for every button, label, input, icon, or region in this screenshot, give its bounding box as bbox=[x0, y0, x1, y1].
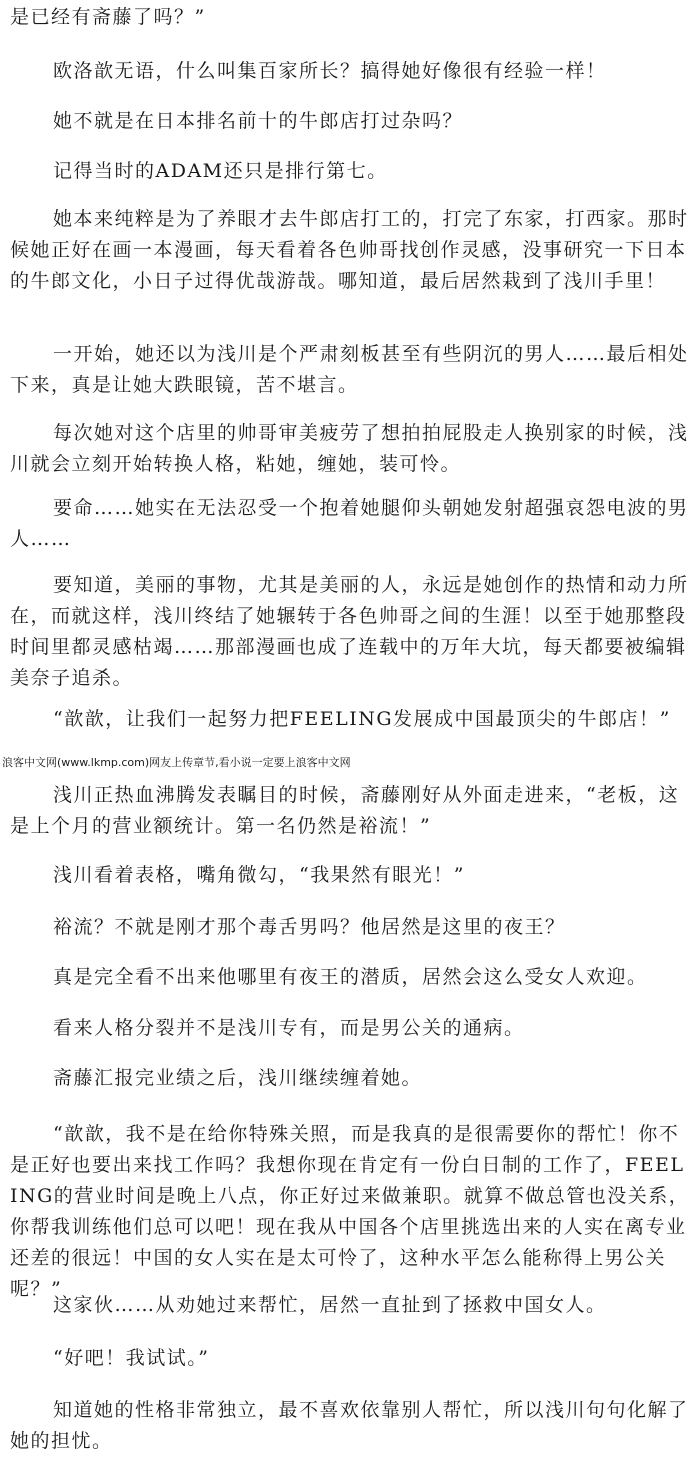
paragraph-12: 浅川看着表格，嘴角微勾，“我果然有眼光！” bbox=[53, 864, 465, 886]
paragraph-4: 记得当时的ADAM还只是排行第七。 bbox=[53, 160, 388, 182]
paragraph-18: 这家伙……从劝她过来帮忙，居然一直扯到了拯救中国女人。 bbox=[53, 1294, 607, 1316]
paragraph-14: 真是完全看不出来他哪里有夜王的潜质，居然会这么受女人欢迎。 bbox=[53, 966, 648, 988]
paragraph-7: 每次她对这个店里的帅哥审美疲劳了想拍拍屁股走人换别家的时候，浅川就会立刻开始转换人格，粘她，缠她，装可怜。 bbox=[10, 422, 689, 475]
site-watermark: 浪客中文网(www.lkmp.com)网友上传章节,看小说一定要上浪客中文网 bbox=[2, 756, 351, 769]
paragraph-17: “歆歆，我不是在给你特殊关照，而是我真的是很需要你的帮忙！你不是正好也要出来找工作吗？我想你现在肯定有一份白日制的工作了，FEELING的营业时间是晚上八点，你正好过来做兼职。就算不做总管也没关系，你帮我训练他们总可以吧！现在我从中国各个店里挑选出来的人实在离专业还差的很远！中国的女人实在是太可怜了，这种水平怎么能称得上男公关呢？” bbox=[10, 1123, 690, 1300]
paragraph-8: 要命……她实在无法忍受一个抱着她腿仰头朝她发射超强哀怨电波的男人…… bbox=[10, 497, 689, 550]
paragraph-13: 裕流？不就是刚才那个毒舌男吗？他居然是这里的夜王？ bbox=[53, 916, 566, 938]
paragraph-16: 斋藤汇报完业绩之后，浅川继续缠着她。 bbox=[53, 1067, 423, 1089]
paragraph-19: “好吧！我试试。” bbox=[53, 1347, 210, 1369]
paragraph-10: “歆歆，让我们一起努力把FEELING发展成中国最顶尖的牛郎店！” bbox=[53, 708, 671, 730]
paragraph-11: 浅川正热血沸腾发表瞩目的时候，斋藤刚好从外面走进来，“老板，这是上个月的营业额统计。第一名仍然是裕流！” bbox=[10, 784, 680, 837]
paragraph-15: 看来人格分裂并不是浅川专有，而是男公关的通病。 bbox=[53, 1017, 525, 1039]
paragraph-9: 要知道，美丽的事物，尤其是美丽的人，永远是她创作的热情和动力所在，而就这样，浅川终结了她辗转于各色帅哥之间的生涯！以至于她那整段时间里都灵感枯竭……那部漫画也成了连载中的万年大坑，每天都要被编辑美奈子追杀。 bbox=[10, 574, 689, 689]
paragraph-6: 一开始，她还以为浅川是个严肃刻板甚至有些阴沉的男人……最后相处下来，真是让她大跌眼镜，苦不堪言。 bbox=[10, 343, 689, 396]
paragraph-20: 知道她的性格非常独立，最不喜欢依靠别人帮忙，所以浅川句句化解了她的担忧。 bbox=[10, 1399, 689, 1452]
paragraph-3: 她不就是在日本排名前十的牛郎店打过杂吗？ bbox=[53, 110, 464, 132]
paragraph-5: 她本来纯粹是为了养眼才去牛郎店打工的，打完了东家，打西家。那时候她正好在画一本漫画，每天看着各色帅哥找创作灵感，没事研究一下日本的牛郎文化，小日子过得优哉游哉。哪知道，最后居然栽到了浅川手里！ bbox=[10, 208, 689, 292]
paragraph-1: 是已经有斋藤了吗？” bbox=[10, 6, 206, 28]
paragraph-2: 欧洛歆无语，什么叫集百家所长？搞得她好像很有经验一样！ bbox=[53, 60, 607, 82]
